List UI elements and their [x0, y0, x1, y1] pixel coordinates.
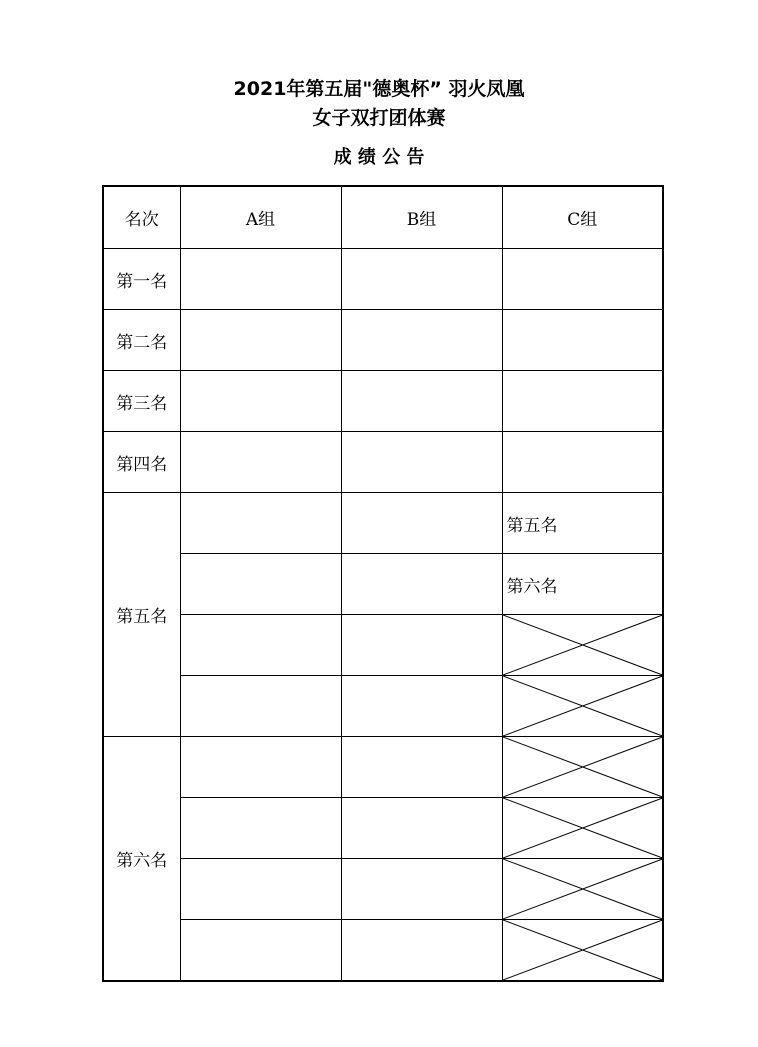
cell-b: [341, 859, 502, 920]
header-rank: 名次: [103, 186, 180, 249]
cell-b: [341, 249, 502, 310]
cell-b: [341, 554, 502, 615]
cell-a: [180, 249, 341, 310]
rank-3: 第三名: [103, 371, 180, 432]
cell-a: [180, 371, 341, 432]
rank-4: 第四名: [103, 432, 180, 493]
cell-c-crossed: [502, 615, 663, 676]
cell-b: [341, 371, 502, 432]
cell-a: [180, 676, 341, 737]
cell-a: [180, 859, 341, 920]
cell-c: [502, 371, 663, 432]
rank-2: 第二名: [103, 310, 180, 371]
cell-c-crossed: [502, 920, 663, 982]
cross-mark-icon: [503, 737, 663, 797]
cell-c: [502, 432, 663, 493]
title-line-2: 女子双打团体赛: [312, 107, 446, 129]
table-row: [103, 249, 663, 310]
cross-mark-icon: [503, 798, 663, 858]
rank-6: 第六名: [103, 737, 180, 982]
table-row: [103, 676, 663, 737]
rank-5: 第五名: [103, 493, 180, 737]
cell-a: [180, 493, 341, 554]
table-row: [103, 920, 663, 982]
header-group-c: C组: [502, 186, 663, 249]
cross-mark-icon: [503, 676, 663, 736]
cell-c: [502, 249, 663, 310]
cell-b: [341, 615, 502, 676]
header-group-a: A组: [180, 186, 341, 249]
cell-c-note-6: 第六名: [502, 554, 663, 615]
cross-mark-icon: [503, 615, 663, 675]
cell-a: [180, 615, 341, 676]
cell-a: [180, 920, 341, 982]
cell-a: [180, 798, 341, 859]
rank-1: 第一名: [103, 249, 180, 310]
cell-b: [341, 920, 502, 982]
cross-mark-icon: [503, 920, 663, 980]
cell-a: [180, 554, 341, 615]
table-row: [103, 371, 663, 432]
cell-c-crossed: [502, 798, 663, 859]
cell-a: [180, 310, 341, 371]
cell-c: [502, 310, 663, 371]
cell-b: [341, 737, 502, 798]
cell-b: [341, 432, 502, 493]
table-row: [103, 737, 663, 798]
cell-c-crossed: [502, 859, 663, 920]
cell-c-crossed: [502, 737, 663, 798]
cell-b: [341, 310, 502, 371]
table-row: [103, 432, 663, 493]
cell-c-note-5: 第五名: [502, 493, 663, 554]
header-group-b: B组: [341, 186, 502, 249]
table-row: [103, 493, 663, 554]
title-line-3: 成 绩 公 告: [333, 147, 425, 168]
table-row: [103, 310, 663, 371]
table-row: [103, 554, 663, 615]
title-line-1: 2021年第五届"德奥杯” 羽火凤凰: [233, 78, 525, 100]
cell-b: [341, 798, 502, 859]
cross-mark-icon: [503, 859, 663, 919]
table-row: [103, 615, 663, 676]
cell-b: [341, 493, 502, 554]
results-table: [102, 185, 664, 982]
cell-a: [180, 432, 341, 493]
cell-c-crossed: [502, 676, 663, 737]
table-row: [103, 798, 663, 859]
cell-a: [180, 737, 341, 798]
table-row: [103, 859, 663, 920]
header-row: [103, 186, 663, 249]
cell-b: [341, 676, 502, 737]
